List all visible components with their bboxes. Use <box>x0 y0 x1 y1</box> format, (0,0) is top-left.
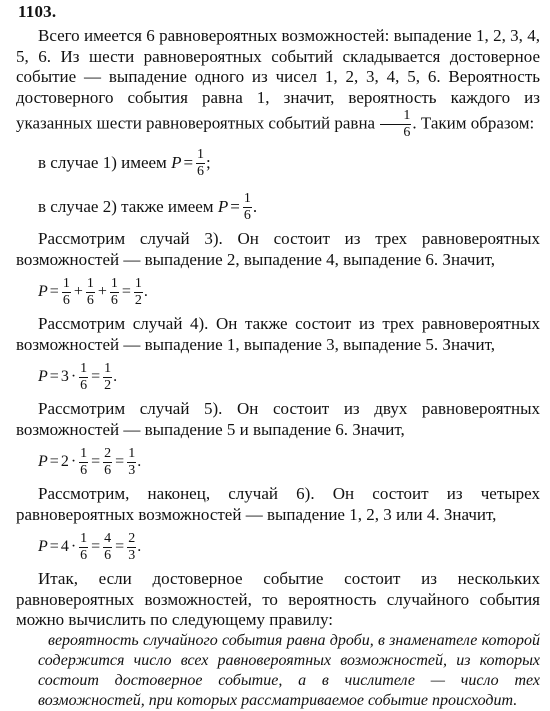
fraction-numerator: 1 <box>128 445 136 461</box>
fraction-denominator: 3 <box>128 547 136 563</box>
case-6-paragraph: Рассмотрим, наконец, случай 6). Он состоит из четырех равновероятных возможностей — выпадение 1, 2, 3 или 4. Значит, <box>16 484 540 524</box>
fraction-denominator: 6 <box>104 547 112 563</box>
fraction <box>103 361 112 394</box>
equals-sign: = <box>91 368 101 385</box>
fraction <box>103 446 112 479</box>
fraction-numerator: 1 <box>197 146 205 162</box>
equals-sign: = <box>91 453 101 470</box>
fraction-numerator: 1 <box>104 360 112 376</box>
multiply-dot: · <box>70 538 77 555</box>
coefficient: 2 <box>60 453 69 470</box>
fraction <box>79 361 88 394</box>
formula-end: . <box>113 368 118 385</box>
case-6-formula <box>38 525 540 569</box>
fraction-denominator: 6 <box>104 462 112 478</box>
fraction-numerator: 1 <box>80 360 88 376</box>
case-1-text: в случае 1) имеем <box>38 153 167 172</box>
fraction-denominator: 2 <box>134 292 142 308</box>
fraction-numerator: 2 <box>104 445 112 461</box>
case-1-line <box>38 141 540 185</box>
equals-sign: = <box>115 453 125 470</box>
equals-sign: = <box>183 153 194 172</box>
fraction-denominator: 6 <box>86 292 94 308</box>
equals-sign: = <box>49 283 59 300</box>
fraction-numerator: 1 <box>86 275 94 291</box>
problem-number: 1103. <box>18 2 57 21</box>
coefficient: 4 <box>60 538 69 555</box>
equals-sign: = <box>115 538 125 555</box>
rule-paragraph: вероятность случайного события равна дроби, в знаменателе которой содержится число всех равновероятных возможностей, из которых состоит достоверное событие, а в числителе — число тех возможностей, при которых рассматриваемое событие происходит. <box>38 631 540 709</box>
case-1-fraction <box>196 147 205 180</box>
fraction-denominator: 6 <box>80 547 88 563</box>
fraction-denominator: 6 <box>110 292 118 308</box>
fraction-denominator: 3 <box>128 462 136 478</box>
probability-symbol: P <box>38 368 48 385</box>
case-3-formula <box>38 270 540 314</box>
fraction-numerator: 1 <box>134 275 142 291</box>
fraction <box>127 531 136 564</box>
formula-end: . <box>137 538 142 555</box>
case-1-end: ; <box>206 153 211 172</box>
fraction <box>79 446 88 479</box>
fraction-denominator: 6 <box>197 163 205 179</box>
formula-end: . <box>137 453 142 470</box>
probability-symbol: P <box>38 283 48 300</box>
probability-symbol: P <box>38 453 48 470</box>
case-4-formula <box>38 355 540 399</box>
intro-after: . Таким образом: <box>412 113 535 133</box>
case-2-end: . <box>252 197 258 216</box>
fraction-numerator: 1 <box>62 275 70 291</box>
fraction-numerator: 1 <box>380 108 411 125</box>
fraction-denominator: 2 <box>104 377 112 393</box>
fraction <box>127 446 136 479</box>
equals-sign: = <box>230 197 240 216</box>
fraction-numerator: 1 <box>80 445 88 461</box>
fraction-denominator: 6 <box>80 462 88 478</box>
fraction-numerator: 2 <box>128 530 136 546</box>
plus-sign: + <box>97 283 107 300</box>
intro-text: Всего имеется 6 равновероятных возможностей: выпадение 1, 2, 3, 4, 5, 6. Из шести равновероятных событий складывается достоверное событие — выпадение одного из чисел 1, 2, 3, 4, 5, 6. Вероятность достоверного события равна 1, значит, вероятность каждого из указанных шести равновероятных событий равна <box>16 26 540 133</box>
multiply-dot: · <box>70 453 77 470</box>
formula-end: . <box>143 283 148 300</box>
fraction <box>103 531 112 564</box>
case-2-fraction <box>243 191 252 224</box>
case-4-paragraph: Рассмотрим случай 4). Он также состоит из трех равновероятных возможностей — выпадение 1, выпадение 3, выпадение 5. Значит, <box>16 314 540 354</box>
equals-sign: = <box>121 283 131 300</box>
conclusion-paragraph: Итак, если достоверное событие состоит из нескольких равновероятных возможностей, то вероятность случайного события можно вычислить по следующему правилу: <box>16 569 540 629</box>
case-5-formula <box>38 440 540 484</box>
fraction-numerator: 1 <box>110 275 118 291</box>
fraction <box>134 276 143 309</box>
fraction <box>86 276 95 309</box>
fraction-numerator: 4 <box>104 530 112 546</box>
probability-symbol: P <box>38 538 48 555</box>
probability-symbol: P <box>171 153 182 172</box>
fraction-denominator: 6 <box>62 292 70 308</box>
coefficient: 3 <box>60 368 69 385</box>
equals-sign: = <box>49 368 59 385</box>
equals-sign: = <box>49 453 59 470</box>
probability-symbol: P <box>217 197 229 216</box>
intro-fraction <box>380 108 411 141</box>
fraction <box>79 531 88 564</box>
fraction <box>110 276 119 309</box>
multiply-dot: · <box>70 368 77 385</box>
fraction-numerator: 1 <box>80 530 88 546</box>
case-3-paragraph: Рассмотрим случай 3). Он состоит из трех равновероятных возможностей — выпадение 2, выпадение 4, выпадение 6. Значит, <box>16 229 540 269</box>
fraction-denominator: 6 <box>243 207 251 223</box>
case-2-text: в случае 2) также имеем <box>38 197 214 216</box>
fraction-denominator: 6 <box>80 377 88 393</box>
fraction-numerator: 1 <box>243 190 251 206</box>
equals-sign: = <box>91 538 101 555</box>
fraction <box>62 276 71 309</box>
plus-sign: + <box>73 283 83 300</box>
equals-sign: = <box>49 538 59 555</box>
case-5-paragraph: Рассмотрим случай 5). Он состоит из двух равновероятных возможностей — выпадение 5 и выпадение 6. Значит, <box>16 399 540 439</box>
intro-paragraph <box>16 26 540 141</box>
fraction-denominator: 6 <box>403 125 411 140</box>
case-2-line <box>38 185 540 229</box>
